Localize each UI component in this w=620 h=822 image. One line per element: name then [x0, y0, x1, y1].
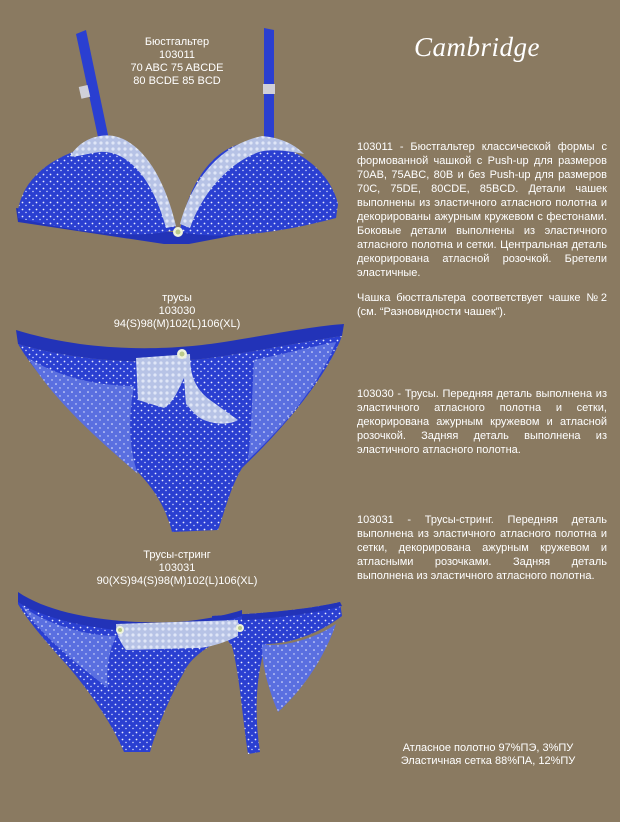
thong-description — [357, 513, 607, 583]
bra-cup-note: Чашка бюстгальтера соответствует чашке №2 (см. “Разновидности чашек”). — [357, 292, 607, 318]
fabric-composition — [373, 742, 603, 768]
briefs-code: 103030 — [158, 305, 196, 317]
thong-name: Трусы-стринг — [143, 549, 211, 561]
briefs-image — [14, 318, 346, 538]
bra-name: Бюстгальтер — [144, 36, 210, 48]
briefs-sizes: 94(S)98(M)102(L)106(XL) — [113, 318, 241, 330]
bra-sizes-1: 70 ABC 75 ABCDE — [130, 62, 224, 74]
fabric-line-2: Эластичная сетка 88%ПА, 12%ПУ — [400, 755, 576, 767]
briefs-name: трусы — [162, 292, 192, 304]
thong-sizes: 90(XS)94(S)98(M)102(L)106(XL) — [96, 575, 258, 587]
briefs-description — [357, 387, 607, 457]
thong-description-text: 103031 - Трусы-стринг. Передняя деталь выполнена из эластичного атласного полотна и сетки, декорирована ажурным кружевом и атласными розочками. Задняя деталь выполнена из эластичного атласного полотна. — [357, 514, 607, 582]
brand-title: Cambridge — [414, 32, 540, 62]
bra-description-text: 103011 - Бюстгальтер классической формы с формованной чашкой с Push-up для размеров 70AB, 75ABC, 80B и без Push-up для размеров 70C, 75DE, 80CDE, 85BCD. Детали чашек выполнены из эластичного атласного полотна и декорированы ажурным кружевом с фестонами. Боковые детали выполнены из эластичного атласного полотна и сетки. Центральная деталь декорирована атласной розочкой. Бретели эластичные. — [357, 141, 607, 279]
bra-sizes-2: 80 BCDE 85 BCD — [133, 75, 221, 87]
bra-description — [357, 140, 607, 319]
thong-code: 103031 — [158, 562, 196, 574]
briefs-description-text: 103030 - Трусы. Передняя деталь выполнена из эластичного атласного полотна и сетки, декорирована ажурным кружевом и атласной розочкой. Задняя деталь выполнена из эластичного атласного полотна. — [357, 388, 607, 456]
bra-image — [14, 26, 344, 252]
bra-code: 103011 — [159, 49, 195, 61]
fabric-line-1: Атласное полотно 97%ПЭ, 3%ПУ — [402, 742, 574, 754]
thong-label — [84, 549, 270, 588]
thong-image — [16, 584, 346, 762]
